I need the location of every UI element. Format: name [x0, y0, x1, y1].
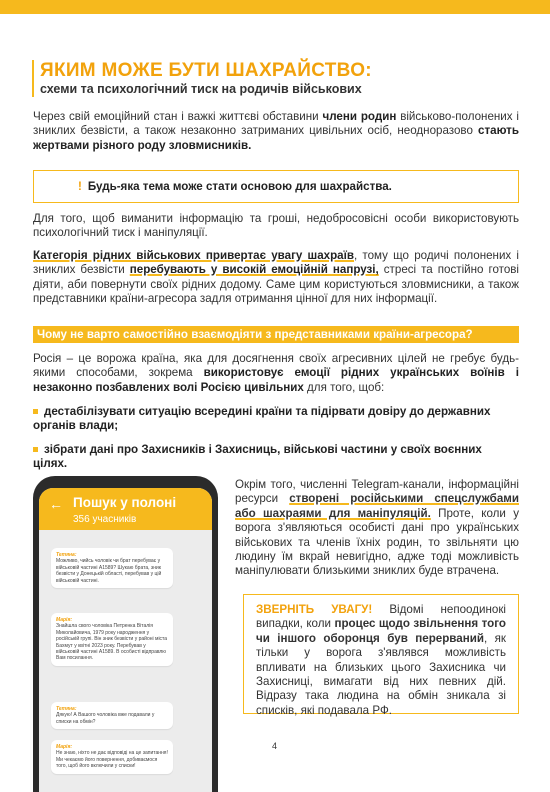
chat-message — [51, 548, 173, 588]
page-title: ЯКИМ МОЖЕ БУТИ ШАХРАЙСТВО: — [40, 60, 372, 81]
message-text: Можливо, чийсь чоловік чи брат перебуває у військовій частині А1589? Шукаю брата, зник безвісти у Донецькій області, перебував у цій військовій частині. — [56, 558, 162, 584]
chat-member-count: 356 учасників — [73, 514, 137, 525]
callout-text: Будь-яка тема може стати основою для шахрайства. — [87, 180, 392, 193]
bullet-marker-icon — [33, 409, 38, 414]
chat-header — [39, 488, 212, 530]
message-author: Марія: — [56, 744, 73, 750]
bold-span: створені російськими спецслужбами або шахраями для маніпуляцій. — [235, 492, 519, 520]
paragraph-russia — [33, 352, 519, 395]
bold-span: використовує емоції рідних українських воїнів і незаконно позбавлених волі Росією цивільних — [33, 366, 519, 394]
bullet-text: зібрати дані про Захисників і Захисниць, військові частини у своїх воєнних цілях. — [33, 443, 482, 471]
top-accent-bar — [0, 0, 550, 14]
bold-span: Категорія рідних військових привертає увагу шахраїв — [33, 249, 355, 262]
text-span: Проте, коли у ворога з'являються особисті дані про українських військових та членів їхніх родин, то звільняти цю людину їм вкрай невигідно, адже тоді можливість маніпулювати близькими зниклих буде втрачена. — [235, 506, 520, 578]
message-author: Тетяна: — [56, 706, 77, 712]
chat-message — [51, 613, 173, 666]
title-block — [32, 60, 520, 97]
bullet-item — [33, 443, 519, 472]
message-text: Не знаю, ніхто не дає відповіді на це запитання! Ми чекаємо його повернення, добиваємося того, щоб його включили у списки! — [56, 750, 168, 770]
question-banner: Чому не варто самостійно взаємодіяти з представниками країни-агресора? — [33, 326, 519, 343]
page-subtitle: схеми та психологічний тиск на родичів військових — [40, 82, 362, 96]
text-span: , як тільки у ворога з'являвся можливість впливати на близьких цього Захисника чи Захисниці, вимагати від них певних дій. Відразу така людина на обмін зникала зі списків, які подавала РФ. — [256, 631, 506, 717]
chat-message — [51, 740, 173, 774]
bold-span: процес щодо звільнення того чи іншого оборонця був перерваний — [256, 617, 507, 645]
message-author: Тетяна: — [56, 552, 77, 558]
text-span: військово-полонених і зниклих безвісти, а також незаконно затриманих цивільних осіб, неодноразово — [33, 110, 519, 138]
intro-paragraph — [33, 110, 519, 153]
phone-screen — [39, 488, 212, 792]
exclamation-icon: ! — [78, 180, 82, 193]
chat-message — [51, 702, 173, 729]
attention-box — [243, 594, 519, 717]
bold-span: стають жертвами різного роду зловмисників. — [33, 124, 519, 152]
message-text: Дякую! А Вашого чоловіка вже подавали у списки на обмін? — [56, 712, 155, 725]
bullet-marker-icon — [33, 447, 38, 452]
message-author: Марія: — [56, 617, 73, 623]
back-arrow-icon: ← — [49, 496, 63, 512]
bullet-item — [33, 405, 519, 434]
text-span: Росія – це ворожа країна, яка для досягнення своїх агресивних цілей не гребує будь-якими способами, зокрема — [33, 352, 519, 380]
text-span: Відомі непоодинокі випадки, коли — [256, 603, 506, 631]
paragraph-telegram — [235, 478, 519, 579]
paragraph-category — [33, 249, 519, 307]
attention-label: ЗВЕРНІТЬ УВАГУ! — [256, 603, 373, 616]
warning-callout — [33, 170, 519, 203]
chat-title: Пошук у полоні — [73, 495, 177, 510]
bold-span: перебувають у високій емоційній напрузі, — [129, 263, 379, 277]
message-text: Знайшла свого чоловіка Петренка Віталія Миколайовича, 1979 року народження у російській групі. Він зник безвісти у районі міста Бахмут у квітні 2023 року. Перебував у військовій частині А1589. В особисті відправлю Вам посилання. — [56, 623, 168, 662]
text-span: для того, щоб: — [303, 380, 385, 394]
text-span: Окрім того, численні Telegram-канали, інформаційні ресурси — [235, 478, 519, 506]
bold-span: члени родин — [322, 110, 397, 123]
bullet-text: дестабілізувати ситуацію всередині країни та підірвати довіру до державних органів влади; — [33, 405, 491, 433]
text-span: стресі та постійно готові діяти, аби повернути своїх рідних додому. Саме цим користуються зловмисники, а також представники країни-агресора задля отримання цінної для них інформації. — [33, 263, 520, 306]
phone-illustration — [33, 476, 218, 792]
page-number: 4 — [272, 741, 278, 751]
text-span: Через свій емоційний стан і важкі життєві обставини — [33, 110, 323, 123]
paragraph-pressure: Для того, щоб виманити інформацію та гроші, недобросовісні особи використовують психологічний тиск і маніпуляції. — [33, 212, 519, 240]
text-span: , тому що родичі полонених і зниклих безвісти — [33, 249, 519, 277]
